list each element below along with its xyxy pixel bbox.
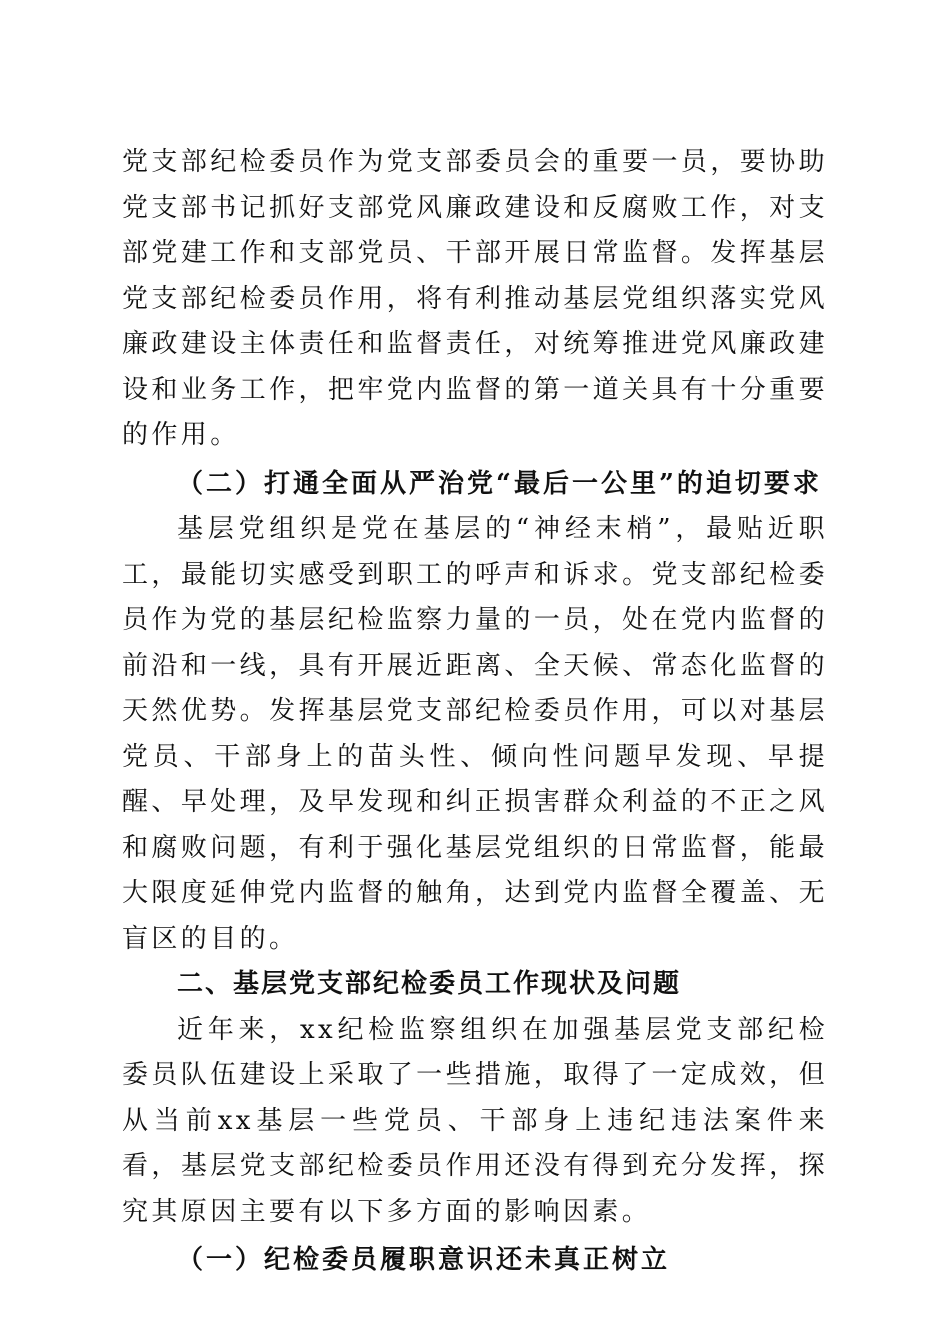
- document-body: [122, 140, 828, 1284]
- subheading-awareness: [122, 1238, 828, 1284]
- paragraph-role-of-discipline-member: 党支部纪检委员作为党支部委员会的重要一员，要协助党支部书记抓好支部党风廉政建设和反腐败工作，对支部党建工作和支部党员、干部开展日常监督。发挥基层党支部纪检委员作用，将有利推动基层党组织落实党风廉政建设主体责任和监督责任，对统筹推进党风廉政建设和业务工作，把牢党内监督的第一道关具有十分重要的作用。: [122, 147, 828, 450]
- paragraph-grassroots-nerve-endings: 基层党组织是党在基层的“神经末梢”，最贴近职工，最能切实感受到职工的呼声和诉求。党支部纪检委员作为党的基层纪检监察力量的一员，处在党内监督的前沿和一线，具有开展近距离、全天候、常态化监督的天然优势。发挥基层党支部纪检委员作用，可以对基层党员、干部身上的苗头性、倾向性问题早发现、早提醒、早处理，及早发现和纠正损害群众利益的不正之风和腐败问题，有利于强化基层党组织的日常监督，能最大限度延伸党内监督的触角，达到党内监督全覆盖、无盲区的目的。: [122, 514, 828, 954]
- section-heading-current-status-text: 二、基层党支部纪检委员工作现状及问题: [177, 969, 682, 999]
- paragraph-recent-years: 近年来，xx纪检监察组织在加强基层党支部纪检委员队伍建设上采取了一些措施，取得了一定成效，但从当前xx基层一些党员、干部身上违纪违法案件来看，基层党支部纪检委员作用还没有得到充分发挥，探究其原因主要有以下多方面的影响因素。: [122, 1014, 828, 1227]
- subheading-awareness-text: （一）纪检委员履职意识还未真正树立: [177, 1245, 671, 1275]
- subheading-last-mile-text: （二）打通全面从严治党“最后一公里”的迫切要求: [177, 468, 822, 499]
- section-heading-current-status: [122, 962, 828, 1008]
- subheading-last-mile: [122, 462, 828, 508]
